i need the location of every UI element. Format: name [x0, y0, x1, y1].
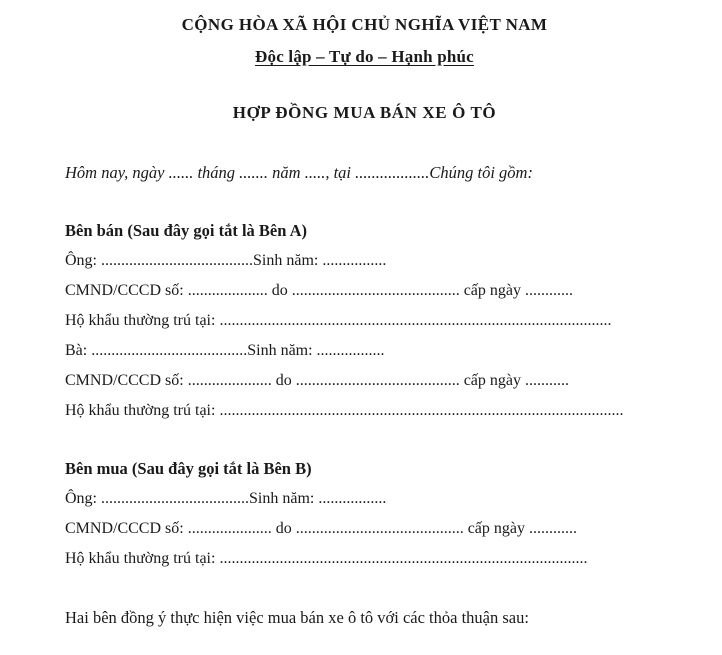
national-motto-row: [65, 46, 664, 68]
intro-date-line: Hôm nay, ngày ...... tháng ....... năm ....., tại ..................Chúng tôi gồm:: [65, 163, 533, 182]
seller-name-mr-line: Ông: ......................................Sinh năm: ................: [65, 252, 387, 269]
seller-section: [65, 220, 664, 426]
buyer-address-mr-line: Hộ khẩu thường trú tại: ............................................................................................: [65, 550, 588, 567]
seller-id-mr-line: CMND/CCCD số: .................... do .......................................... cấp ngày ............: [65, 282, 573, 299]
seller-id-mrs-line: CMND/CCCD số: ..................... do ......................................... cấp ngày ...........: [65, 372, 569, 389]
buyer-form-lines: [65, 484, 664, 574]
seller-section-heading: Bên bán (Sau đây gọi tắt là Bên A): [65, 221, 308, 240]
buyer-section-heading: Bên mua (Sau đây gọi tắt là Bên B): [65, 459, 312, 478]
seller-address-mr-line: Hộ khẩu thường trú tại: ..................................................................................................: [65, 312, 612, 329]
buyer-section: [65, 458, 664, 574]
buyer-name-mr-line: Ông: .....................................Sinh năm: .................: [65, 490, 387, 507]
document-title: HỢP ĐỒNG MUA BÁN XE Ô TÔ: [232, 103, 497, 122]
national-motto: Độc lập – Tự do – Hạnh phúc: [255, 47, 474, 66]
national-title: CỘNG HÒA XÃ HỘI CHỦ NGHĨA VIỆT NAM: [181, 15, 548, 34]
seller-name-mrs-line: Bà: .......................................Sinh năm: .................: [65, 342, 385, 359]
seller-address-mrs-line: Hộ khẩu thường trú tại: .....................................................................................................: [65, 402, 624, 419]
buyer-id-mr-line: CMND/CCCD số: ..................... do .......................................... cấp ngày ............: [65, 520, 577, 537]
agreement-statement-line: Hai bên đồng ý thực hiện việc mua bán xe ô tô với các thỏa thuận sau:: [65, 608, 529, 627]
seller-form-lines: [65, 246, 664, 426]
